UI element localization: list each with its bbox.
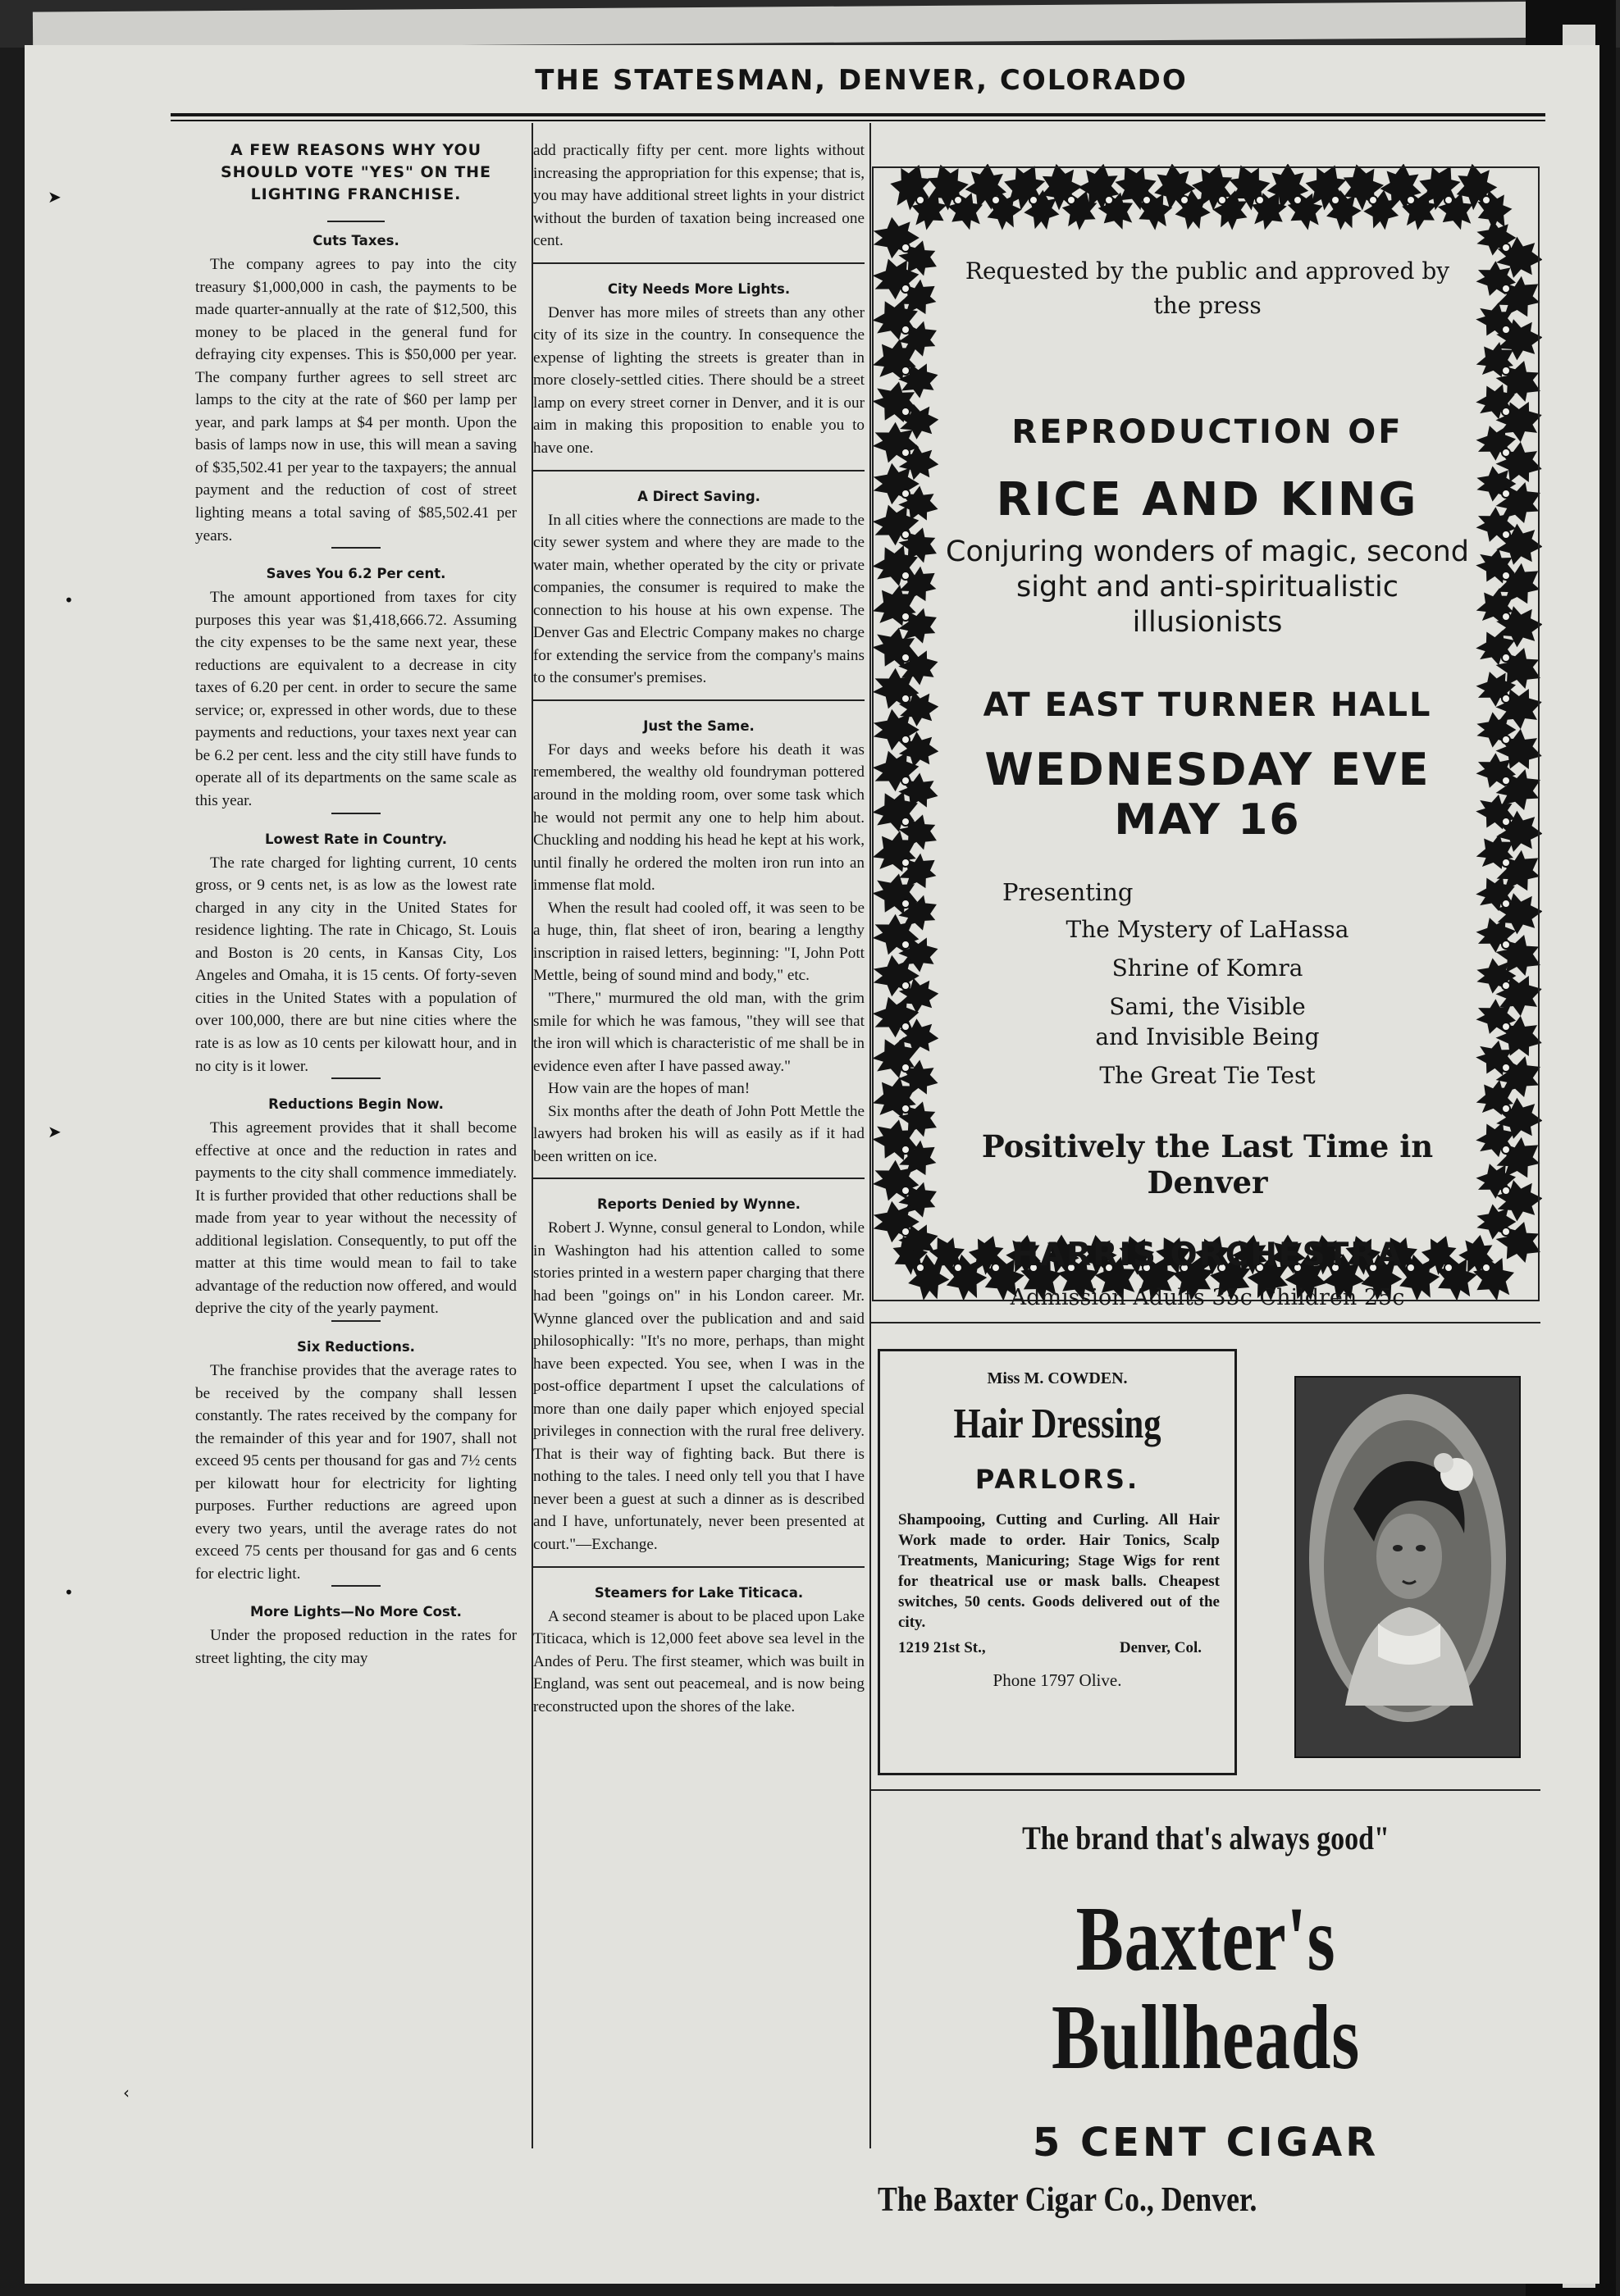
holly-berry [1331, 196, 1339, 204]
holly-berry [1502, 244, 1510, 252]
section-headline: Lowest Rate in Country. [264, 831, 448, 847]
margin-mark: ➤ [48, 1122, 62, 1141]
holly-berry [901, 777, 910, 785]
section-headline: A Direct Saving. [637, 488, 760, 504]
holly-berry [1502, 531, 1510, 539]
section-headline: Just the Same. [643, 718, 755, 734]
holly-berry [1218, 196, 1226, 204]
holly-berry [1407, 196, 1415, 204]
holly-berry [1294, 196, 1302, 204]
holly-berry [1502, 736, 1510, 744]
holly-berry [901, 367, 910, 375]
column-2-sections [533, 139, 865, 1718]
ad-act: Sami, the Visible and Invisible Being [1095, 993, 1320, 1050]
ad-date: MAY 16 [1114, 795, 1301, 845]
section-dash [331, 547, 381, 549]
holly-berry [901, 1228, 910, 1236]
holly-berry [901, 900, 910, 908]
holly-berry [1502, 572, 1510, 580]
holly-berry [1502, 1023, 1510, 1031]
ad-parlors: PARLORS. [974, 1464, 1140, 1495]
article-paragraph: A second steamer is about to be placed upon Lake Titicaca, which is 12,000 feet above sea level in the Andes of Peru. The first steamer, which was built in England, was sent out peacemeal, and is now being reconstructed upon the shores of the lake. [533, 1607, 865, 1715]
article-paragraph: This agreement provides that it shall become effective at once and the reduction in rates and payments to the city shall commence immediately. It is further provided that other reductions shall be made from year to year without the necessity of additional legislation. Consequently, to put off the matter at this time would mean to fail to take advantage of the reduction now offered, and would deprive the city of the yearly payment. [195, 1119, 517, 1318]
ad-proprietor: Miss M. COWDEN. [987, 1369, 1128, 1387]
holly-berry [901, 1064, 910, 1072]
holly-berry [1482, 1264, 1490, 1272]
ad-act: The Mystery of LaHassa [1066, 916, 1349, 943]
holly-berry [1502, 1105, 1510, 1113]
ad-conjuring-line: Conjuring wonders of magic, second sight and anti-spiritualistic illusionists [946, 535, 1469, 639]
section-headline: Cuts Taxes. [313, 233, 399, 248]
holly-berry [901, 982, 910, 990]
holly-berry [1502, 449, 1510, 457]
section-separator [533, 1566, 865, 1568]
section-separator [533, 262, 865, 264]
holly-berry [1502, 613, 1510, 621]
section-headline: Reports Denied by Wynne. [597, 1196, 801, 1213]
holly-berry [1029, 196, 1038, 204]
masthead-rule-thin [171, 120, 1545, 121]
holly-berry [1256, 196, 1264, 204]
holly-berry [1502, 900, 1510, 908]
ad-cigar-price: 5 CENT CIGAR [1032, 2120, 1380, 2166]
article-paragraph: In all cities where the connections are made to the city sewer system and where they are made to the water main, whether operated by the city or private companies, the consumer is required to make the connection to his house at his own expense. The Denver Gas and Electric Company makes no charge for extending the service from the company's mains to the consumer's premises. [533, 511, 865, 687]
holly-berry [1502, 818, 1510, 826]
holly-berry [1502, 1187, 1510, 1195]
holly-berry [1444, 196, 1453, 204]
ad-reproduction-line: REPRODUCTION OF [1011, 413, 1403, 451]
holly-berry [1369, 196, 1377, 204]
masthead-rule [171, 113, 1545, 116]
ad-company: The Baxter Cigar Co., Denver. [878, 2181, 1257, 2219]
holly-berry [916, 1264, 924, 1272]
article-paragraph: Under the proposed reduction in the rates for street lighting, the city may [195, 1627, 517, 1667]
article-column-1 [195, 139, 517, 2157]
holly-berry [901, 859, 910, 867]
holly-berry [1502, 1228, 1510, 1236]
holly-berry [916, 196, 924, 204]
article-paragraph: When the result had cooled off, it was seen to be a huge, thin, flat sheet of iron, bearing a lengthy inscription in raised letters, beginning: "I, John Pott Mettle, being of sound mind and body," etc. [533, 899, 865, 985]
article-paragraph: The franchise provides that the average rates to be received by the company shall lessen constantly. The rates received by the company for the remainder of this year and for 1907, shall not exceed 95 cents per thousand for gas and 7½ cents per kilowatt hour for electricity for lighting purposes. Further reductions are agreed upon every two years, until the average rates do not exceed 75 cents per thousand for gas and 6 cents for electric light. [195, 1361, 517, 1583]
section-dash [331, 1320, 381, 1322]
portrait-photo [1294, 1376, 1521, 1758]
margin-mark: • [64, 590, 74, 610]
holly-berry [1180, 196, 1189, 204]
ad-rice-and-king-content [945, 239, 1470, 1310]
holly-berry [901, 818, 910, 826]
holly-berry [901, 1023, 910, 1031]
holly-berry [1502, 859, 1510, 867]
holly-berry [1143, 196, 1151, 204]
section-headline: Steamers for Lake Titicaca. [594, 1584, 804, 1601]
holly-berry [901, 285, 910, 293]
holly-berry [901, 941, 910, 949]
article-paragraph: Robert J. Wynne, consul general to London, while in Washington had his attention called to some stories printed in a western paper charging that there had been "goings on" in his London career. Mr. Wynne glanced over the publication and and said philosophically: "It's no more, perhaps, than might have been expected. You see, when I was in the post-office department I upset the calculations of more than one daily paper which enjoyed special privileges in connection with the rural free delivery. That is their way of fighting back. But there is nothing to the tales. I need only tell you that I have never been a guest at such a dinner as is described and I have, unfortunately, never been presented at court."—Exchange. [533, 1219, 865, 1553]
holly-berry [901, 449, 910, 457]
ad-separator [871, 1322, 1540, 1323]
holly-berry [901, 613, 910, 621]
ad-brand-name: Baxter's Bullheads [1051, 1888, 1361, 2089]
holly-berry [901, 695, 910, 703]
ad-admission: Admission Adults 35c Children 25c [1010, 1285, 1405, 1310]
holly-berry [901, 531, 910, 539]
holly-berry [901, 654, 910, 662]
margin-mark: • [64, 1583, 74, 1602]
holly-berry [1502, 326, 1510, 334]
section-dash [331, 813, 381, 814]
article-paragraph: add practically fifty per cent. more lights without increasing the appropriation for this expense; that is, you may have additional street lights in your district without the burden of taxation being increased one cent. [533, 142, 865, 250]
margin-mark: ‹ [123, 2083, 130, 2102]
section-dash [331, 1585, 381, 1587]
woman-portrait-icon [1296, 1378, 1519, 1756]
section-separator [533, 1178, 865, 1179]
holly-berry [1067, 196, 1075, 204]
ad-hair-title: Hair Dressing [953, 1401, 1161, 1447]
article-paragraph: The amount apportioned from taxes for city purposes this year was $1,418,666.72. Assuming the city expenses to be the same next year, these reductions are equivalent to a decrease in city taxes of 6.20 per cent. in order to secure the same service; or, expressed in other words, due to these payments and reductions, your taxes next year can be 6.2 per cent. less and the city still have funds to operate all of its departments on the same scale as this year. [195, 589, 517, 810]
section-headline: Saves You 6.2 Per cent. [266, 566, 446, 582]
ad-services: Shampooing, Cutting and Curling. All Hair Work made to order. Hair Tonics, Scalp Treatments, Manicuring; Stage Wigs for rent for theatrical use or mask balls. Cheapest switches, 50 cents. Goods delivered out of the city. [898, 1511, 1220, 1631]
ad-phone: Phone 1797 Olive. [993, 1670, 1122, 1690]
ad-city: Denver, Col. [1119, 1639, 1202, 1656]
holly-berry [1502, 490, 1510, 498]
holly-berry [901, 408, 910, 416]
holly-berry [1502, 695, 1510, 703]
holly-berry [1502, 285, 1510, 293]
section-dash [331, 1077, 381, 1079]
holly-berry [901, 244, 910, 252]
article-paragraph: How vain are the hopes of man! [548, 1080, 751, 1098]
holly-berry [1502, 367, 1510, 375]
ad-last-time: Positively the Last Time in Denver [981, 1128, 1434, 1200]
article-column-2 [533, 139, 865, 2157]
article-main-headline: A FEW REASONS WHY YOU SHOULD VOTE "YES" ON THE LIGHTING FRANCHISE. [220, 141, 492, 203]
ad-presenting-label: Presenting [1002, 878, 1134, 906]
holly-berry [1502, 654, 1510, 662]
ad-separator [871, 1789, 1540, 1791]
ad-street-address: 1219 21st St., [898, 1639, 986, 1656]
holly-berry [1502, 1146, 1510, 1154]
section-headline: More Lights—No More Cost. [250, 1604, 462, 1620]
section-headline: City Needs More Lights. [607, 280, 791, 297]
ad-address-row [898, 1639, 1202, 1657]
section-headline: Reductions Begin Now. [268, 1096, 444, 1113]
holly-berry [1502, 1064, 1510, 1072]
holly-berry [1502, 941, 1510, 949]
ad-requested-line: Requested by the public and approved by the press [965, 257, 1450, 319]
article-paragraph: The rate charged for lighting current, 10 cents gross, or 9 cents net, is as low as the lowest rate charged in any city in the United States for residence lighting. The rate in Chicago, St. Louis and Boston is 20 cents, in Kansas City, Los Angeles and Omaha, it is 15 cents. Of forty-seven cities in the United States with a population of over 100,000, there are but nine cities where the rate is as low as 10 cents per kilowatt hour, and in no city is it lower. [195, 854, 517, 1075]
article-paragraph: The company agrees to pay into the city treasury $1,000,000 in cash, the payments to be made quarter-annually at the rate of $12,500, this money to be placed in the general fund for defraying city expenses. This is $50,000 per year. The company further agrees to sell street arc lamps to the city at the rate of $60 per lamp per year, and park lamps at $4 per month. Upon the basis of lamps now in use, this will mean a saving of $35,502.41 per year to the taxpayers; the annual payment and the reduction of cost of street lighting means a total saving of $85,502.41 per years. [195, 256, 517, 544]
column-1-sections [195, 230, 517, 1670]
holly-berry [901, 736, 910, 744]
holly-berry [1482, 196, 1490, 204]
masthead: THE STATESMAN, DENVER, COLORADO [535, 64, 1188, 97]
holly-berry [901, 572, 910, 580]
holly-berry [1502, 408, 1510, 416]
holly-berry [1502, 777, 1510, 785]
holly-berry [901, 1187, 910, 1195]
ad-hair-dressing [878, 1349, 1237, 1775]
ad-performer-names: RICE AND KING [996, 473, 1419, 526]
section-separator [533, 699, 865, 701]
ad-act: The Great Tie Test [1099, 1062, 1316, 1089]
ad-rice-and-king [869, 164, 1542, 1310]
ad-act: Shrine of Komra [1111, 954, 1303, 982]
holly-berry [992, 196, 1000, 204]
ad-tagline: The brand that's always good" [1022, 1820, 1390, 1856]
holly-berry [1502, 982, 1510, 990]
holly-berry [1105, 196, 1113, 204]
article-paragraph: Denver has more miles of streets than any other city of its size in the country. In consequence the expense of lighting the streets is greater than in more closely-settled cities. There should be a street lamp on every street corner in Denver, and it is our aim in making this proposition to enable you to have one. [533, 303, 865, 458]
holly-berry [954, 196, 962, 204]
ad-venue: AT EAST TURNER HALL [983, 686, 1432, 724]
article-paragraph: Six months after the death of John Pott Mettle the lawyers had broken his will as easily as if it had been written on ice. [533, 1102, 865, 1165]
ad-orchestra: HARRIS ORCHESTRA [1011, 1237, 1403, 1273]
holly-berry [901, 490, 910, 498]
headline-dash [327, 221, 385, 222]
article-paragraph: "There," murmured the old man, with the grim smile for which he was famous, "they will see that the iron will which is characteristic of me shall be in evidence even after I have passed away." [533, 989, 865, 1075]
ad-baxters-bullheads [871, 1811, 1540, 2220]
section-headline: Six Reductions. [297, 1338, 415, 1355]
ad-day: WEDNESDAY EVE [984, 744, 1431, 795]
margin-mark: ➤ [48, 187, 62, 207]
holly-berry [901, 1146, 910, 1154]
article-paragraph: For days and weeks before his death it was remembered, the wealthy old foundryman pottered around in the molding room, over some task which he would not permit any one to help him about. Chuckling and nodding his head he kept at his work, until finally he ordered the molten iron run into an immense flat mold. [533, 740, 865, 895]
holly-berry [901, 1105, 910, 1113]
holly-berry [901, 326, 910, 334]
section-separator [533, 470, 865, 472]
